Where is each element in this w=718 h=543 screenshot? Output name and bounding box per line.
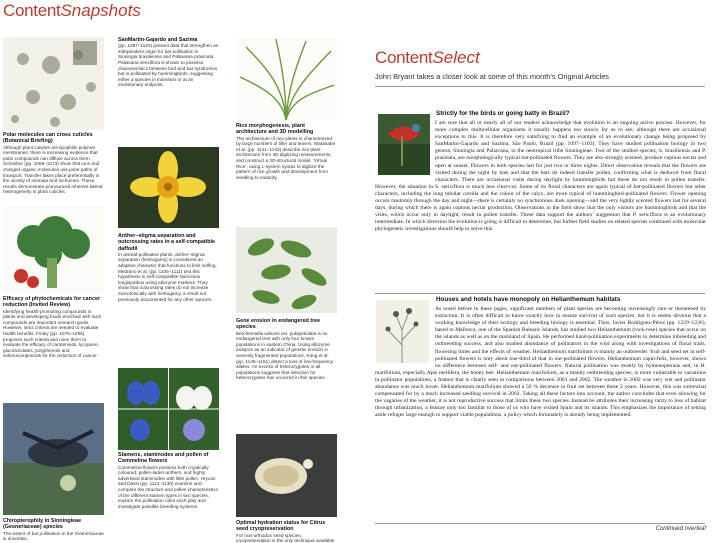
snapshot-1: Polar molecules can cross cuticles (Botanical Briefing) Although plant cuticles are lipophilic polymer membranes, there is increasing evidence that polar compounds can diffuse across them. Schreiber (pp. 1069–1073) show that ions and charged organic molecules use polar paths of transport. Transfer takes place preferentially in the vicinity of stomata and trichomes. These results demonstrate pronounced inherent lateral heterogeneity in plant cuticles. — [3, 132, 103, 195]
rice-plant-model-image — [236, 37, 337, 120]
article-1-title-block: Strictly for the birds or going batty in Brazil? — [436, 110, 570, 117]
continued-overleaf: Continued overleaf — [655, 526, 706, 532]
snapshot-9: Optimal hydration status for Citrus seed cryopreservation For non-orthodox seed species, cryopreservation is the only technique available — [236, 520, 335, 543]
article-1-float-spacer — [375, 120, 435, 177]
footer-rule — [375, 523, 705, 524]
snapshot-3: Chiropterophily in Sinningieae (Gesneriaceae) species The extent of bat pollination in the Gesneriaceae is uncertain. — [3, 518, 104, 542]
article-2: As noted before in these pages, significant numbers of plant species are becoming increasingly rare or threatened by extinction. It is often difficult to know exactly how to ensure survival of such species, but it is seems obvious that a working knowledge of their ecology and breeding biology is essential. Thus, Javier Rodríguez-Pérez (pp. 1229–1236), based in Mallorca, one of the Spanish Balearic Islands, has studied two Helianthemum (rock-rose) species that occur on the islands as well as on the mainland of Spain. He performed hand-pollination experiments to determine inbreeding and outbreeding success, and also studied abundance of pollinators in the wild along with investigations of floral traits, flowering times and the effects of weather. Helianthemum marifolium is mainly an outbreeder: fruit and seed set in self-pollinated flowers is only about one-third of that in out-pollinated flowers. Helianthemum caput-felis, however, shows no difference between self- and out-pollinated flowers. Natural pollination was mostly by hymenopterans and, in H. marifolium, especially Apis mellifera, the honey bee. Helianthemum marifolium, as a mainly outbreeding species, is more vulnerable to variations in pollinator populations, a feature that is clearly seen in comparisons between 2001 and 2002. The weather in 2002 was very wet and pollinator abundance was much lower. Helianthemum marifolium showed a 50 % decrease in fruit set between these 2 years. However, this was somewhat compensated for by a much increased seedling survival in 2002. Taking all these factors into account, the author concludes that even allowing for the vagaries of the weather, it is not reproductive success that limits these two species. Instead he attributes their increasing rarity to loss of habitat through urbanization, a feature only too familiar to those of us who have visited Spain and its islands. This emphasizes the importance of setting aside refuges large enough to support viable populations, a policy which fortunately is already being implemented. — [375, 306, 706, 419]
snapshot-4: SanMartin-Gajardo and Sazima (pp. 1097–1103) present data that strengthen an independent origin for bat pollination in Sinningia brasiliensis and Paliavana prasinata. Paliavana sericiflora is shown to possess characteristics between bird and bat syndromes but is pollinated by hummingbirds, suggesting either a species in transition or at an evolutionary endpoint. — [118, 37, 219, 88]
select-brand: ContentSelect — [375, 48, 480, 67]
article-1: I am sure that all or nearly all of our readers acknowledge that evolution is an ongoing active process. However, for more complex multicellular organisms it usually happens too slowly for us to see, although there are occasional exceptions to this. It is therefore very satisfying to find an example of an evolutionary change being proposed by SanMartin-Gajardo and Sazima, São Paulo, Brazil (pp. 1097–1103). They have studied pollination biology in two genera, Sinningia and Paliavana, in the neotropical tribe Sinningieae. Two of the studied species, S. brasiliensis and P. prasinata, are morphologically typical bat-pollinated flowers. They are also strongly scented, produce copious nectar and open at sunset. Flowers in both species last for just two or three nights. Direct observation reveals that the flowers are visited during the night by bats and that the bats do indeed transfer pollen, confirming what is deduced from floral characters. There are occasional visits during daylight by hummingbirds but these do not result in pollen transfer. However, the situation in S. sericiflora is much less clear-cut. Some of its floral characters are again typical of bat-pollinated flowers but other characters, including the long tubular corolla and the colour of the calyx, are more typical of hummingbird-pollinated flowers. Flower opening occurs randomly through the day and night—there is certainly no synchronous dusk opening—and the very lightly scented flowers last for several days, during which there is again copious nectar production. Observations in the field show that the only visitors are hummingbirds and that the visits, which occur only in daylight, result in pollen transfer. These data support the authors’ suggestion that P. sericiflora is an evolutionary intermediate. In which direction the evolution is going is difficult to determine, but further field studies on related species combined with molecular phylogenetic investigations should help to solve this. — [375, 120, 706, 233]
snapshot-6: Stamens, staminodes and pollen of Commelina flowers Commelina flowers possess both cryptically coloured, pollen-laden anthers, and highly advertised staminodes with little pollen. Hrycan and Davis (pp. 1113–1130) examine and compare the structure and pollen characteristics of the different stamen types in two species, explore the pollination roles each play and investigate possible breeding systems. — [118, 452, 218, 509]
snapshot-7: Rice morphogenesis, plant architecture and 3D modelling The architecture of rice plants is characterized by large numbers of tiller and leaves. Watanabe et al. (pp. 1131–1143) describe rice plant architecture from 3D digitizing measurements, and construct a 3D-structural model, ‘Virtual Rice’, using L-system syntax to digitize the pattern of rice growth and development from seedling to maturity. — [236, 123, 336, 180]
header-rule — [375, 86, 705, 87]
daffodil-image — [118, 147, 219, 228]
snapshot-2: Efficacy of phytochemicals for cancer reduction (Invited Review) Identifying health-promoting compounds in plants and developing foods enriched with such compounds are important research goals. However, strict criteria are needed to evaluate health benefits. Finley (pp. 1075–1096) proposes such criteria and uses them to evaluate the efficacy of carotenoids, lycopene, glucosinolates, polyphenols and selenocompounds for the reduction of cancer. — [3, 296, 102, 359]
cuticle-micrograph — [3, 37, 104, 130]
snapshot-5: Anther–stigma separation and outcrossing rates in a self-compatible daffodil In animal-pollinated plants, anther–stigma separation (herkogamy) is considered an adaptive character that functions to limit selfing. Medrano et al. (pp. 1105–1111) test this hypothesis in self-compatible Narcissus longispathus using allozyme markers. They show that outcrossing rates do not increase monotonically with herkogamy, a result not previously documented for any other species. — [118, 233, 217, 302]
article-2-float-spacer — [375, 306, 435, 364]
tree-leaves-image — [236, 227, 337, 313]
snapshots-brand: ContentSnapshots — [3, 1, 141, 20]
citrus-seed-image — [236, 434, 337, 517]
select-subtitle: John Bryant takes a closer look at some of this month’s Original Articles — [375, 72, 610, 81]
article-2-title-block: Houses and hotels have monopoly on Helianthemum habitats — [436, 296, 621, 303]
article-rule — [375, 293, 705, 294]
snapshot-8: Gene erosion in endangered tree species Berchemiella wilsonii var. pubipetiolata is an endangered tree with only four known populations in eastern China. Using allozyme analysis as an indicator of genetic erosion in severely fragmented populations, Kang et al. (pp. 1145–1151) detect a loss of low-frequency alleles. An excess of heterozygotes in all populations suggests that selection for heterozygotes has occurred in this species. — [236, 318, 334, 381]
content-select-page — [359, 0, 718, 543]
broccoli-image — [3, 206, 104, 294]
bat-flower-image — [3, 403, 104, 515]
commelina-image — [118, 368, 219, 450]
